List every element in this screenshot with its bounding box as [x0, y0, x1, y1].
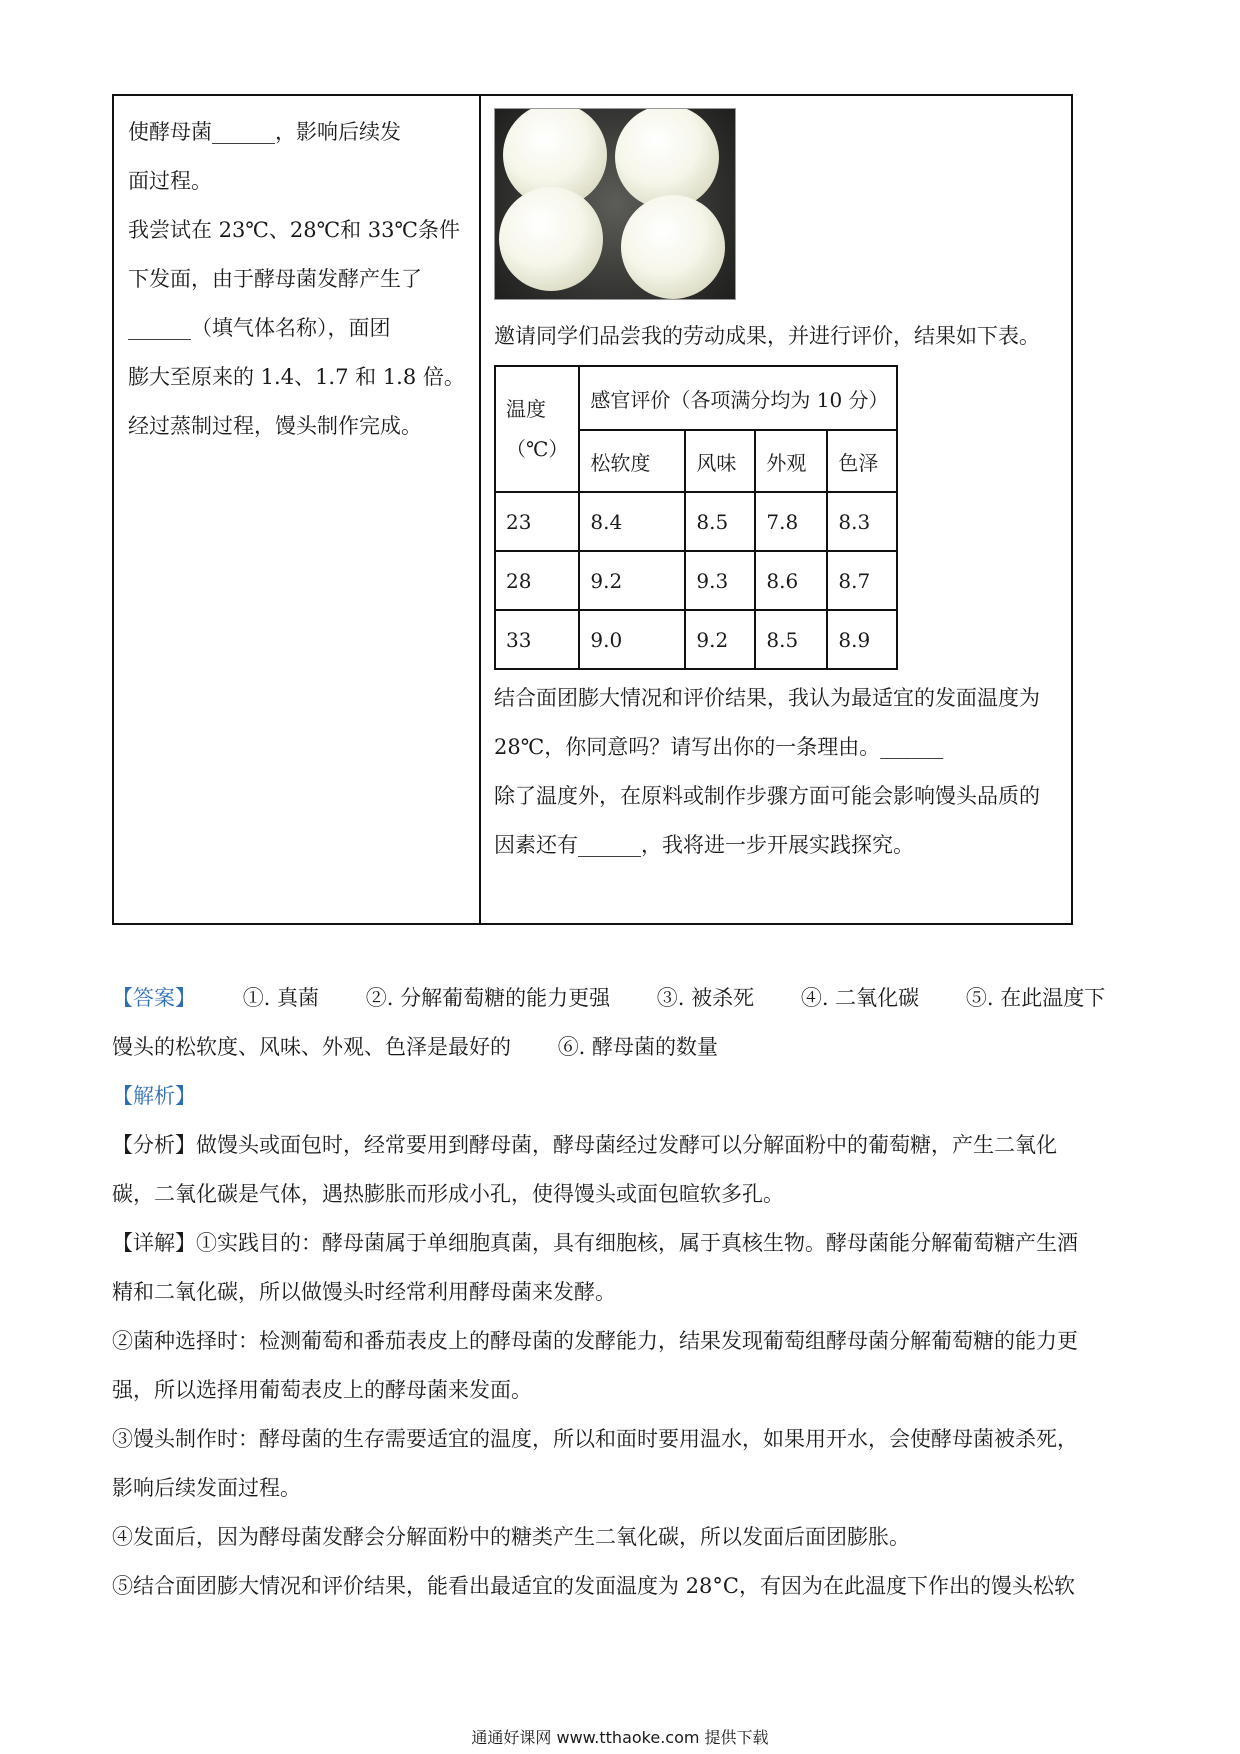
- left-line: 使酵母菌______，影响后续发: [128, 120, 401, 144]
- answer-section: [112, 974, 1132, 1611]
- steamed-bun: [615, 108, 719, 209]
- footer-watermark: 通通好课网 www.tthaoke.com 提供下载: [471, 1728, 769, 1747]
- text-line: 结合面团膨大情况和评价结果，我认为最适宜的发面温度为: [494, 686, 1040, 710]
- answer-label: 【答案】: [112, 986, 196, 1010]
- temperature-header: 温度 （℃）: [495, 366, 579, 492]
- analysis-line: 【详解】①实践目的：酵母菌属于单细胞真菌，具有细胞核，属于真核生物。酵母菌能分解葡萄糖产生酒: [112, 1231, 1078, 1255]
- answer-item: ④. 二氧化碳: [800, 986, 920, 1010]
- table-row: 23 8.4 8.5 7.8 8.3: [495, 492, 897, 551]
- answer-item: ①. 真菌: [242, 986, 320, 1010]
- analysis-line: 强，所以选择用葡萄表皮上的酵母菌来发面。: [112, 1378, 532, 1402]
- column-header: 松软度: [579, 430, 685, 492]
- answer-item: ⑤. 在此温度下: [965, 986, 1106, 1010]
- left-column: [128, 108, 468, 451]
- text-line: 28℃，你同意吗？请写出你的一条理由。______: [494, 735, 944, 759]
- answer-item: ⑥. 酵母菌的数量: [557, 1035, 719, 1059]
- left-line: 面过程。: [128, 169, 212, 193]
- analysis-line: 精和二氧化碳，所以做馒头时经常利用酵母菌来发酵。: [112, 1280, 616, 1304]
- answer-line: [112, 974, 1132, 1023]
- analysis-line: 影响后续发面过程。: [112, 1476, 301, 1500]
- column-divider: [479, 96, 481, 923]
- answer-item: ③. 被杀死: [656, 986, 755, 1010]
- evaluation-table: [494, 365, 898, 670]
- analysis-line: 碳，二氧化碳是气体，遇热膨胀而形成小孔，使得馒头或面包暄软多孔。: [112, 1182, 784, 1206]
- table-row: 28 9.2 9.3 8.6 8.7: [495, 551, 897, 610]
- analysis-line: ③馒头制作时：酵母菌的生存需要适宜的温度，所以和面时要用温水，如果用开水，会使酵母菌被杀死，: [112, 1427, 1078, 1451]
- analysis-line: ④发面后，因为酵母菌发酵会分解面粉中的糖类产生二氧化碳，所以发面后面团膨胀。: [112, 1525, 910, 1549]
- sensory-header: 感官评价（各项满分均为 10 分）: [579, 366, 897, 430]
- after-table-text: [494, 674, 1064, 870]
- left-line: 下发面，由于酵母菌发酵产生了: [128, 267, 422, 291]
- analysis-line: ⑤结合面团膨大情况和评价结果，能看出最适宜的发面温度为 28°C，有因为在此温度下作出的馒头松软: [112, 1574, 1075, 1598]
- text-line: 因素还有______，我将进一步开展实践探究。: [494, 833, 914, 857]
- steamed-bun: [621, 195, 725, 299]
- left-line: 经过蒸制过程，馒头制作完成。: [128, 414, 422, 438]
- steamed-buns-photo: [494, 108, 736, 300]
- answer-item: ②. 分解葡萄糖的能力更强: [365, 986, 611, 1010]
- right-column: [494, 108, 1064, 870]
- column-header: 风味: [685, 430, 755, 492]
- text-line: 除了温度外，在原料或制作步骤方面可能会影响馒头品质的: [494, 784, 1040, 808]
- question-table: [112, 94, 1073, 925]
- column-header: 色泽: [827, 430, 897, 492]
- left-line: ______（填气体名称），面团: [128, 316, 391, 340]
- analysis-line: 【分析】做馒头或面包时，经常要用到酵母菌，酵母菌经过发酵可以分解面粉中的葡萄糖，产生二氧化: [112, 1133, 1057, 1157]
- answer-item: 馒头的松软度、风味、外观、色泽是最好的: [112, 1035, 511, 1059]
- intro-text: 邀请同学们品尝我的劳动成果，并进行评价，结果如下表。: [494, 324, 1040, 348]
- left-line: 我尝试在 23℃、28℃和 33℃条件: [128, 218, 460, 242]
- column-header: 外观: [755, 430, 827, 492]
- left-line: 膨大至原来的 1.4、1.7 和 1.8 倍。: [128, 365, 465, 389]
- table-row: 33 9.0 9.2 8.5 8.9: [495, 610, 897, 669]
- answer-line: [112, 1023, 1132, 1072]
- analysis-label: 【解析】: [112, 1084, 196, 1108]
- steamed-bun: [499, 187, 603, 291]
- analysis-line: ②菌种选择时：检测葡萄和番茄表皮上的酵母菌的发酵能力，结果发现葡萄组酵母菌分解葡萄糖的能力更: [112, 1329, 1078, 1353]
